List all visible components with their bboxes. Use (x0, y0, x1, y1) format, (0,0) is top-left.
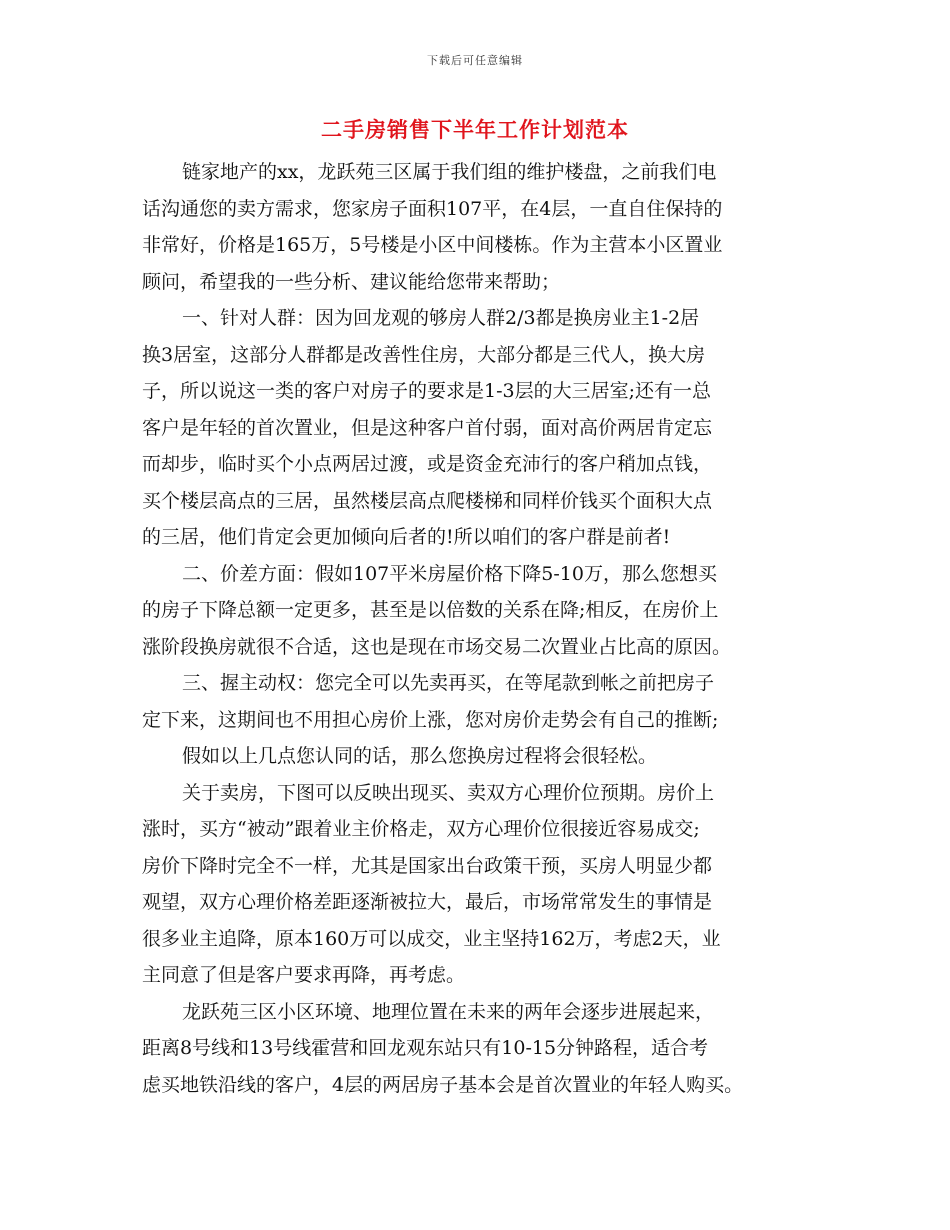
document-title: 二手房销售下半年工作计划范本 (321, 118, 629, 142)
text-line: 的三居，他们肯定会更加倾向后者的!所以咱们的客户群是前者! (142, 526, 671, 548)
page-header: 下载后可任意编辑 (427, 54, 523, 67)
text-line: 很多业主追降，原本160万可以成交，业主坚持162万，考虑2天，业 (142, 927, 721, 950)
text-line: 链家地产的xx，龙跃苑三区属于我们组的维护楼盘，之前我们电 (182, 161, 717, 183)
text-line: 买个楼层高点的三居，虽然楼层高点爬楼梯和同样价钱买个面积大点 (142, 489, 713, 512)
text-line: 涨阶段换房就很不合适，这也是现在市场交易二次置业占比高的原因。 (142, 635, 732, 658)
text-line: 主同意了但是客户要求再降，再考虑。 (142, 964, 466, 986)
text-line: 客户是年轻的首次置业，但是这种客户首付弱，面对高价两居肯定忘 (142, 416, 713, 439)
text-line: 龙跃苑三区小区环境、地理位置在未来的两年会逐步进展起来， (182, 1000, 715, 1023)
text-line: 定下来，这期间也不用担心房价上涨，您对房价走势会有自己的推断; (142, 708, 719, 731)
text-line: 假如以上几点您认同的话，那么您换房过程将会很轻松。 (182, 745, 658, 767)
text-line: 二、价差方面：假如107平米房屋价格下降5-10万，那么您想买 (182, 562, 717, 585)
text-line: 换3居室，这部分人群都是改善性住房，大部分都是三代人，换大房 (142, 343, 706, 366)
document-body (142, 154, 814, 1103)
text-line: 子，所以说这一类的客户对房子的要求是1-3层的大三居室;还有一总 (142, 380, 711, 402)
text-line: 非常好，价格是165万，5号楼是小区中间楼栋。作为主营本小区置业 (142, 234, 723, 256)
text-line: 关于卖房，下图可以反映出现买、卖双方心理价位预期。房价上 (182, 781, 715, 804)
text-line: 三、握主动权：您完全可以先卖再买，在等尾款到帐之前把房子 (182, 672, 715, 694)
text-line: 的房子下降总额一定更多，甚至是以倍数的关系在降;相反，在房价上 (142, 599, 719, 621)
text-line: 而却步，临时买个小点两居过渡，或是资金充沛行的客户稍加点钱， (142, 453, 713, 475)
text-line: 涨时，买方“被动”跟着业主价格走，双方心理价位很接近容易成交; (142, 818, 700, 840)
text-line: 距离8号线和13号线霍营和回龙观东站只有10-15分钟路程，适合考 (142, 1037, 709, 1059)
text-line: 观望，双方心理价格差距逐渐被拉大，最后，市场常常发生的事情是 (142, 891, 713, 913)
text-line: 顾问，希望我的一些分析、建议能给您带来帮助； (142, 270, 561, 293)
text-line: 话沟通您的卖方需求，您家房子面积107平，在4层，一直自住保持的 (142, 197, 723, 220)
text-line: 一、针对人群：因为回龙观的够房人群2/3都是换房业主1-2居 (182, 307, 700, 329)
text-line: 房价下降时完全不一样，尤其是国家出台政策干预，买房人明显少都 (142, 854, 713, 877)
text-line: 虑买地铁沿线的客户，4层的两居房子基本会是首次置业的年轻人购买。 (142, 1073, 744, 1096)
